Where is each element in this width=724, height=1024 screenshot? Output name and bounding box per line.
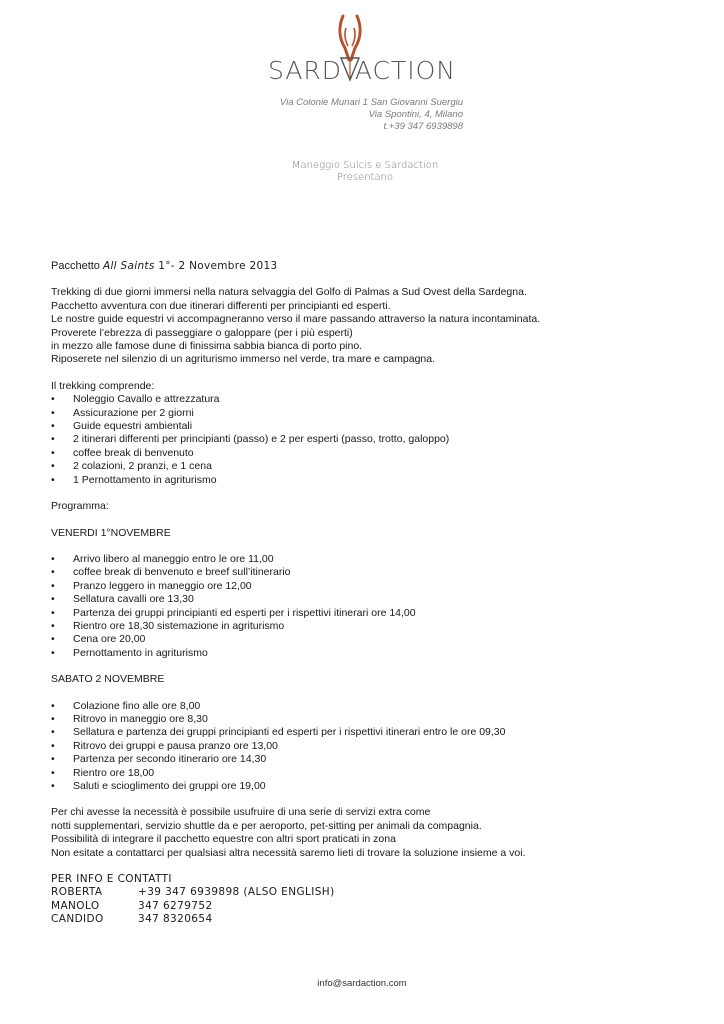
contact-phone[interactable]: 347 8320654 xyxy=(138,913,213,926)
intro-line: in mezzo alle famose dune di finissima sabbia bianca di porto pino. xyxy=(51,340,363,353)
presenters-line: Maneggio Sulcis e Sardaction xyxy=(291,160,439,171)
contacts-block xyxy=(51,873,691,927)
list-item: • 2 colazioni, 2 pranzi, e 1 cena xyxy=(51,460,691,473)
intro-line: Riposerete nel silenzio di un agriturismo immerso nel verde, tra mare e campagna. xyxy=(51,353,436,366)
extras-paragraph xyxy=(51,806,691,860)
list-item: • Rientro ore 18,00 xyxy=(51,767,691,780)
contact-phone[interactable]: +39 347 6939898 (ALSO ENGLISH) xyxy=(138,886,335,899)
day2-heading: SABATO 2 NOVEMBRE xyxy=(51,673,165,686)
list-item: • Arrivo libero al maneggio entro le ore 11,00 xyxy=(51,553,691,566)
list-item: • Guide equestri ambientali xyxy=(51,420,691,433)
extras-line: Per chi avesse la necessità è possibile usufruire di una serie di servizi extra come xyxy=(51,806,431,819)
list-item: • coffee break di benvenuto e breef sull’itinerario xyxy=(51,566,691,579)
logo-text-right: ACTION xyxy=(354,56,456,85)
intro-line: Pacchetto avventura con due itinerari differenti per principianti ed esperti. xyxy=(51,299,391,312)
contacts-heading: PER INFO E CONTATTI xyxy=(51,873,172,886)
title-name: All Saints xyxy=(102,260,155,272)
phone-line: t.+39 347 6939898 xyxy=(383,121,463,132)
list-item: • 1 Pernottamento in agriturismo xyxy=(51,474,691,487)
day1-list xyxy=(51,553,691,660)
list-item: • coffee break di benvenuto xyxy=(51,447,691,460)
list-item: • 2 itinerari differenti per principianti (passo) e 2 per esperti (passo, trotto, galoppo) xyxy=(51,433,691,446)
presenters xyxy=(270,160,460,184)
title-dates: 1°- 2 Novembre 2013 xyxy=(154,260,278,272)
intro-line: Trekking di due giorni immersi nella natura selvaggia del Golfo di Palmas a Sud Ovest della Sardegna. xyxy=(51,286,527,299)
contact-name: ROBERTA xyxy=(51,886,103,899)
list-item: • Partenza dei gruppi principianti ed esperti per i rispettivi itinerari ore 14,00 xyxy=(51,607,691,620)
intro-line: Le nostre guide equestri vi accompagneranno verso il mare passando attraverso la natura incontaminata. xyxy=(51,313,541,326)
contact-name: MANOLO xyxy=(51,899,100,912)
list-item: • Partenza per secondo itinerario ore 14,30 xyxy=(51,753,691,766)
includes-heading: Il trekking comprende: xyxy=(51,379,155,392)
intro-line: Proverete l’ebrezza di passeggiare o galoppare (per i più esperti) xyxy=(51,326,353,339)
contact-row xyxy=(51,913,691,926)
list-item: • Sellatura e partenza dei gruppi principianti ed esperti per i rispettivi itinerari entro le ore 09,30 xyxy=(51,726,691,739)
day1-heading: VENERDI 1°NOVEMBRE xyxy=(51,526,171,539)
list-item: • Pernottamento in agriturismo xyxy=(51,647,691,660)
list-item: • Rientro ore 18,30 sistemazione in agriturismo xyxy=(51,620,691,633)
contact-name: CANDIDO xyxy=(51,913,104,926)
contact-row xyxy=(51,886,691,899)
includes-list xyxy=(51,393,691,487)
contact-row xyxy=(51,900,691,913)
extras-line: Non esitate a contattarci per qualsiasi altra necessità saremo lieti di trovare la soluzione insieme a voi. xyxy=(51,846,526,859)
contact-phone[interactable]: 347 6279752 xyxy=(138,899,213,912)
logo-text-left: SARD xyxy=(268,56,343,85)
list-item: • Pranzo leggero in maneggio ore 12,00 xyxy=(51,580,691,593)
list-item: • Assicurazione per 2 giorni xyxy=(51,407,691,420)
list-item: • Colazione fino alle ore 8,00 xyxy=(51,700,691,713)
extras-line: Possibilità di integrare il pacchetto equestre con altri sport praticati in zona xyxy=(51,833,396,846)
list-item: • Cena ore 20,00 xyxy=(51,633,691,646)
package-title xyxy=(51,260,691,273)
programma-heading: Programma: xyxy=(51,500,109,513)
list-item: • Saluti e scioglimento dei gruppi ore 19,00 xyxy=(51,780,691,793)
list-item: • Ritrovo in maneggio ore 8,30 xyxy=(51,713,691,726)
address-line: Via Spontini, 4, Milano xyxy=(368,109,463,120)
title-prefix: Pacchetto xyxy=(51,260,100,272)
day2-list xyxy=(51,700,691,794)
extras-line: notti supplementari, servizio shuttle da e per aeroporto, pet-sitting per animali da compagnia. xyxy=(51,819,482,832)
footer-email-link[interactable]: info@sardaction.com xyxy=(317,978,407,989)
address-line: Via Colonie Munari 1 San Giovanni Suergiu xyxy=(279,97,463,108)
list-item: • Noleggio Cavallo e attrezzatura xyxy=(51,393,691,406)
presenters-line: Presentano xyxy=(336,172,394,183)
intro-paragraph xyxy=(51,286,691,366)
list-item: • Sellatura cavalli ore 13,30 xyxy=(51,593,691,606)
list-item: • Ritrovo dei gruppi e pausa pranzo ore 13,00 xyxy=(51,740,691,753)
document-body xyxy=(51,260,691,927)
